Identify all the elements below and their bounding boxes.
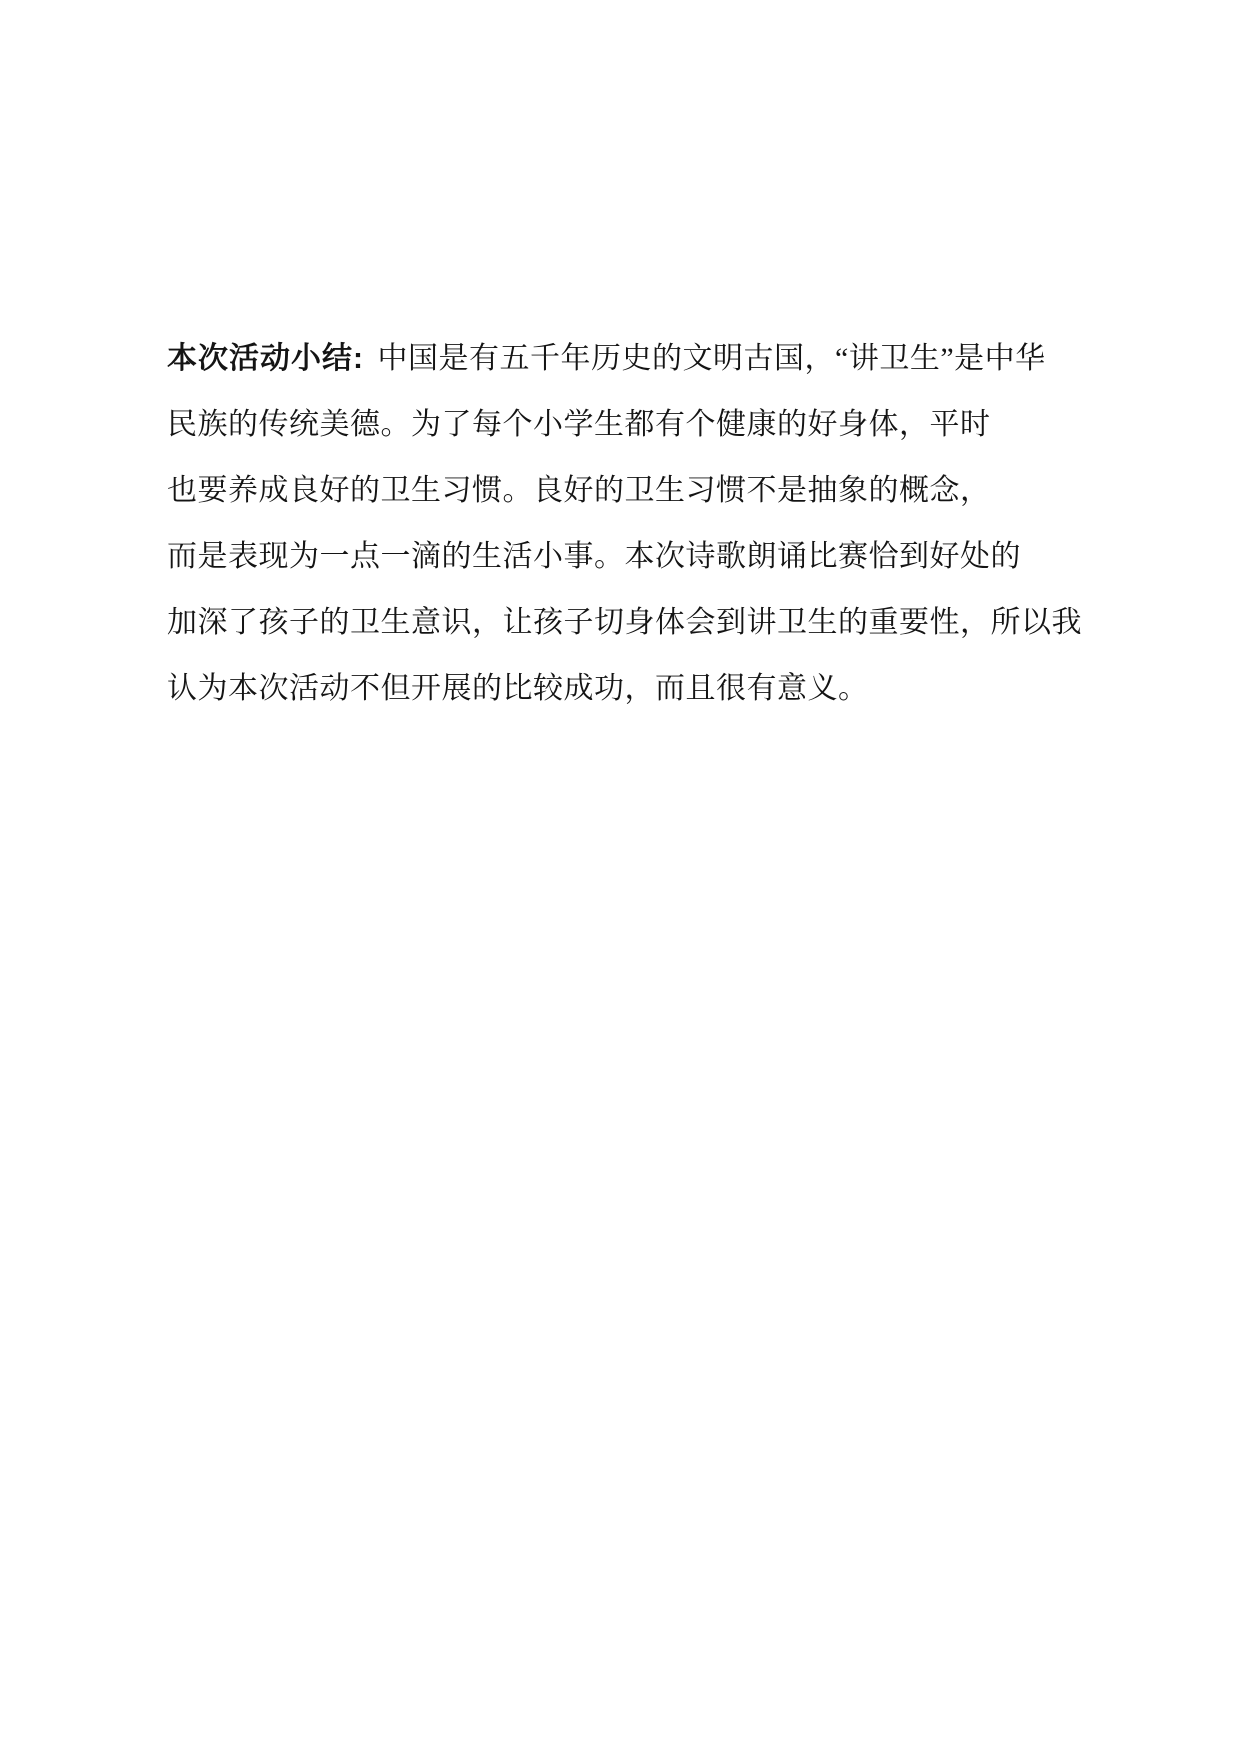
paragraph-line-6: 认为本次活动不但开展的比较成功，而且很有意义。 [167, 672, 869, 705]
paragraph-line-5: 加深了孩子的卫生意识，让孩子切身体会到讲卫生的重要性，所以我 [167, 606, 1082, 639]
summary-heading: 本次活动小结: [167, 342, 364, 375]
summary-paragraph [167, 326, 1082, 722]
paragraph-line-1 [167, 326, 1046, 392]
paragraph-line-1-text: 中国是有五千年历史的文明古国，“讲卫生”是中华 [377, 342, 1046, 375]
paragraph-line-4: 而是表现为一点一滴的生活小事。本次诗歌朗诵比赛恰到好处的 [167, 540, 1021, 573]
paragraph-line-2: 民族的传统美德。为了每个小学生都有个健康的好身体，平时 [167, 408, 991, 441]
paragraph-line-3: 也要养成良好的卫生习惯。良好的卫生习惯不是抽象的概念， [167, 474, 991, 507]
